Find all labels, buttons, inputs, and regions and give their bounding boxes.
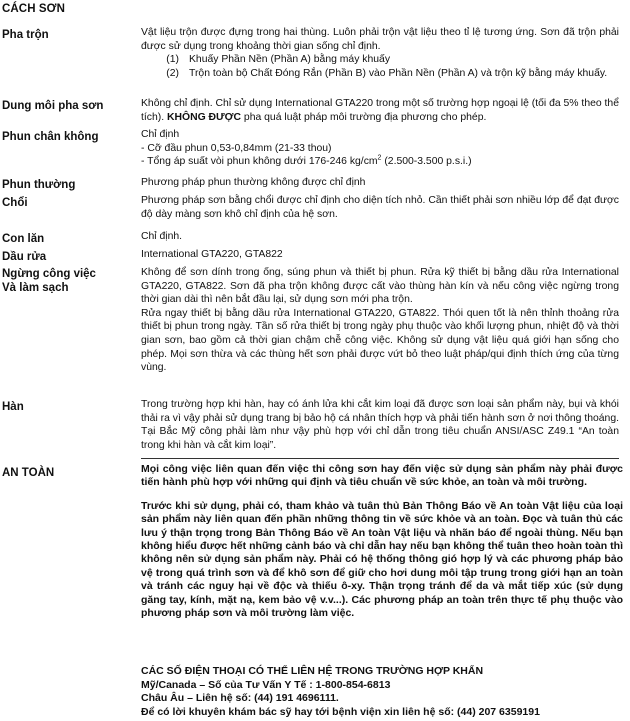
- contact-usa-canada: Mỹ/Canada – Số của Tư Vấn Y Tế : 1-800-854-6813: [141, 678, 391, 691]
- step-text: Khuấy Phần Nền (Phần A) bằng máy khuấy: [189, 54, 391, 66]
- mixing-text: Vật liệu trộn được đựng trong hai thùng. Luôn phải trộn vật liệu theo tỉ lệ tương ứng. Sơn đã trộn phải được sử dụng trong khoảng thời gian sống chỉ định.: [141, 27, 619, 52]
- contact-europe: Châu Âu – Liên hệ số: (44) 191 4696111.: [141, 692, 339, 705]
- conventional-label: Phun thường: [2, 179, 76, 191]
- emergency-contacts: [141, 665, 540, 719]
- thinner-text: [141, 97, 619, 124]
- workstop-para-2: Rửa ngay thiết bị bằng dầu rửa International GTA220, GTA822. Thói quen tốt là nên thỉnh thoảng rửa thiết bị phun trong ngày. Tần số rửa thiết bị trong ngày phụ thuộc vào khối lượng phun, nhiệt độ và thời gian sơn, bao gồm cả thời gian chậm chễ công việc. Không sử dụng vật liệu quá giới hạn sống cho phép. Mọi sơn thừa và các thùng hết sơn phải được vứt bỏ theo luật pháp/qui định thích ứng của từng vùng.: [141, 307, 619, 374]
- pressure-exponent: 2: [377, 154, 382, 162]
- mixing-label: Pha trộn: [2, 29, 49, 41]
- roller-text: Chỉ định.: [141, 231, 183, 242]
- safety-content: [141, 463, 623, 620]
- pressure-psi: (2.500-3.500 p.s.i.): [381, 156, 472, 168]
- workstop-label-line-2: Và làm sạch: [2, 282, 69, 294]
- welding-text: Trong trường hợp khi hàn, hay có ánh lửa khi cắt kim loại đã được sơn loại sản phẩm này, bụi và khói thải ra vì vậy phải sử dụng trang bị bảo hộ cá nhân thích hợp và phải tiến hành sơn ở nơi thông thoáng. Tại Bắc Mỹ công phải làm như vậy phù hợp với chỉ dẫn trong tiêu chuẩn ANSI/ASC Z49.1 “An toàn trong khi hàn và cắt kim loại”.: [141, 399, 619, 451]
- roller-label: Con lăn: [2, 233, 45, 245]
- safety-label: AN TOÀN: [2, 467, 55, 479]
- contact-medical: Để có lời khuyên khám bác sỹ hay tới bệnh viện xin liên hệ số: (44) 207 6359191: [141, 705, 540, 718]
- mixing-step-2: [141, 67, 619, 81]
- cleaner-label: Dầu rửa: [2, 251, 47, 263]
- thinner-label: Dung môi pha sơn: [2, 100, 104, 112]
- divider-line: [141, 458, 619, 459]
- page-title: CÁCH SƠN: [2, 3, 65, 15]
- step-number: (1): [166, 54, 179, 66]
- cleaner-text: International GTA220, GTA822: [141, 249, 283, 260]
- brush-text: Phương pháp sơn bằng chổi được chỉ định cho diện tích nhỏ. Cần thiết phải sơn nhiều lớp để đạt được độ dày màng sơn khô chỉ định của hệ sơn.: [141, 195, 619, 220]
- welding-label: Hàn: [2, 401, 24, 413]
- thinner-text-a: Không chỉ định. Chỉ sử dụng International GTA220 trong một số trường hợp ngoại lệ (tối đa 5% theo thể tích).: [141, 98, 619, 123]
- conventional-text: Phương pháp phun thường không được chỉ định: [141, 177, 366, 188]
- step-number: (2): [166, 67, 179, 79]
- mixing-step-1: [141, 53, 619, 67]
- airless-line-1: Chỉ định: [141, 129, 180, 140]
- thinner-text-b: pha quá luật pháp môi trường địa phương cho phép.: [241, 111, 487, 123]
- workstop-para-1: Không để sơn dính trong ống, súng phun và thiết bị phun. Rửa kỹ thiết bị bằng dầu rửa International GTA220, GTA822. Sơn đã pha trộn không được cất vào thùng hàn kín và nếu công việc ngừng trong thời gian dài thì nên bắt đầu lại, sử dụng sơn mới pha trộn.: [141, 267, 619, 306]
- airless-line-2: - Cỡ đầu phun 0,53-0,84mm (21-33 thou): [141, 142, 332, 154]
- workstop-content: [141, 266, 619, 375]
- contacts-title: CÁC SỐ ĐIỆN THOẠI CÓ THỂ LIÊN HỆ TRONG TRƯỜNG HỢP KHẨN: [141, 665, 484, 677]
- workstop-label: [2, 267, 96, 295]
- thinner-content: [141, 97, 619, 124]
- thinner-warning: KHÔNG ĐƯỢC: [166, 111, 242, 123]
- mixing-content: [141, 26, 619, 80]
- airless-content: [141, 128, 619, 169]
- safety-para-1: Mọi công việc liên quan đến việc thi công sơn hay đến việc sử dụng sản phẩm này phải được tiến hành phù hợp với những qui định và tiêu chuẩn về sức khỏe, an toàn và môi trường.: [141, 463, 623, 489]
- pressure-text: - Tổng áp suất vòi phun không dưới 176-246 kg/cm: [141, 156, 378, 168]
- airless-label: Phun chân không: [2, 131, 99, 143]
- step-text: Trộn toàn bộ Chất Đóng Rắn (Phần B) vào Phần Nền (Phần A) và trộn kỹ bằng máy khuấy.: [189, 67, 608, 79]
- safety-para-2: Trước khi sử dụng, phải có, tham khảo và tuân thủ Bản Thông Báo về An toàn Vật liệu của loại sản phẩm này liên quan đến phần những thông tin về sức khỏe và an toàn. Đọc và tuân thủ các lưu ý thận trọng trong Bản Thông Báo về An toàn Vật liệu và nhãn báo để ngoài thùng. Nếu bạn không hiểu được hết những cảnh báo và chỉ dẫn hay nếu bạn không thể tuân theo hoàn toàn thì không nên sử dụng sản phẩm này. Phải có hệ thống thông gió hợp lý và các phương pháp bảo vệ trong quá trình sơn và để khô sơn để giữ cho hơi dung môi tập trung trong giới hạn an toàn và tránh các nguy hại về độc và thiếu ô-xy. Thận trọng tránh để da và mắt tiếp xúc (sử dụng găng tay, kính, mặt nạ, kem bảo vệ v.v...). Các phương pháp an toàn trên thực tế phụ thuộc vào phương pháp sơn và môi trường làm việc.: [141, 499, 623, 620]
- airless-line-3: [141, 155, 619, 169]
- brush-label: Chổi: [2, 197, 28, 209]
- workstop-label-line-1: Ngừng công việc: [2, 268, 96, 280]
